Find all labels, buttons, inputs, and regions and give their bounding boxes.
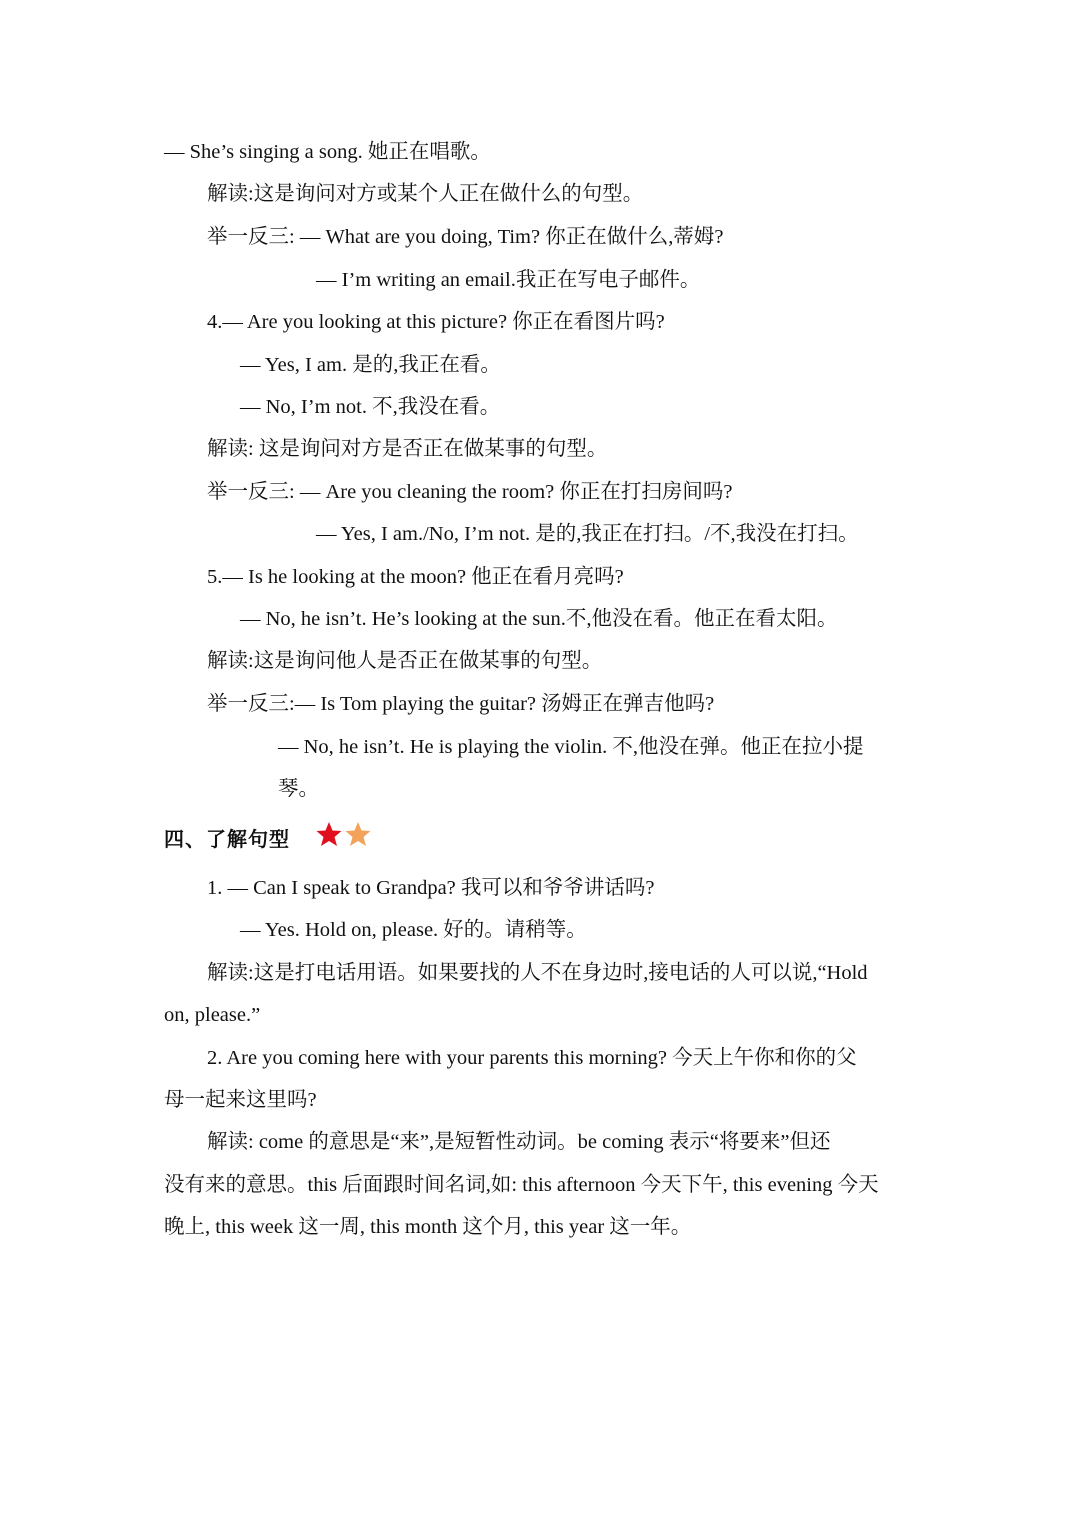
explanation-line: 解读: come 的意思是“来”,是短暂性动词。be coming 表示“将要来”但还 [207,1131,831,1153]
explanation-line: 解读:这是询问他人是否正在做某事的句型。 [207,650,603,672]
dialogue-question-line: 1. — Can I speak to Grandpa? 我可以和爷爷讲话吗? [207,877,655,899]
practice-line: 举一反三:— Is Tom playing the guitar? 汤姆正在弹吉他吗? [207,693,715,715]
example-sentence-continuation: 母一起来这里吗? [164,1089,317,1111]
dialogue-answer-line: — Yes. Hold on, please. 好的。请稍等。 [240,919,587,941]
star-faded-icon [346,822,371,846]
section-heading: 四、了解句型 [164,827,290,851]
dialogue-answer-line: — She’s singing a song. 她正在唱歌。 [164,141,491,163]
practice-line: 举一反三: — Are you cleaning the room? 你正在打扫房间吗? [207,481,733,503]
difficulty-stars [314,820,372,850]
explanation-line: 解读:这是询问对方或某个人正在做什么的句型。 [207,183,644,205]
practice-answer-line: — Yes, I am./No, I’m not. 是的,我正在打扫。/不,我没在打扫。 [316,523,859,545]
dialogue-question-line: 5.— Is he looking at the moon? 他正在看月亮吗? [207,566,624,588]
dialogue-answer-line: — No, I’m not. 不,我没在看。 [240,396,501,418]
dialogue-answer-line: — Yes, I am. 是的,我正在看。 [240,354,501,376]
explanation-line: 解读:这是打电话用语。如果要找的人不在身边时,接电话的人可以说,“Hold [207,962,868,984]
practice-answer-continuation: 琴。 [278,778,319,800]
dialogue-answer-line: — No, he isn’t. He’s looking at the sun.不,他没在看。他正在看太阳。 [240,608,838,630]
dialogue-question-line: 4.— Are you looking at this picture? 你正在看图片吗? [207,311,665,333]
practice-line: 举一反三: — What are you doing, Tim? 你正在做什么,蒂姆? [207,226,724,248]
explanation-line: 解读: 这是询问对方是否正在做某事的句型。 [207,438,608,460]
explanation-continuation: 没有来的意思。this 后面跟时间名词,如: this afternoon 今天下午, this evening 今天 [164,1174,879,1196]
practice-answer-line: — I’m writing an email.我正在写电子邮件。 [316,269,701,291]
practice-answer-line: — No, he isn’t. He is playing the violin. 不,他没在弹。他正在拉小提 [278,736,864,758]
star-filled-icon [317,822,342,846]
explanation-continuation: 晚上, this week 这一周, this month 这个月, this year 这一年。 [164,1216,692,1238]
explanation-continuation: on, please.” [164,1004,261,1026]
example-sentence-line: 2. Are you coming here with your parents this morning? 今天上午你和你的父 [207,1047,857,1069]
